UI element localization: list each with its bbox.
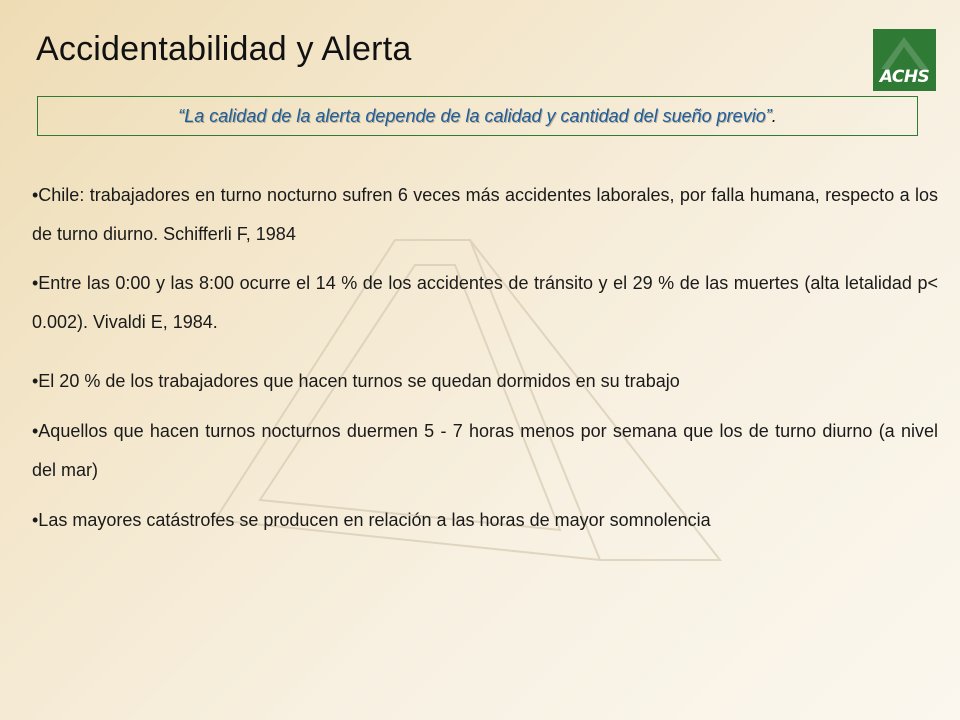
bullet-item: •Chile: trabajadores en turno nocturno sufren 6 veces más accidentes laborales, por falla humana, respecto a los de turno diurno. Schifferli F, 1984	[32, 185, 938, 244]
achs-logo	[873, 29, 936, 91]
bullet-item: •Entre las 0:00 y las 8:00 ocurre el 14 % de los accidentes de tránsito y el 29 % de las muertes (alta letalidad p< 0.002). Vivaldi E, 1984.	[32, 273, 938, 332]
quote-box	[37, 96, 918, 136]
slide-title: Accidentabilidad y Alerta	[36, 30, 412, 68]
bullet-item: •Aquellos que hacen turnos nocturnos duermen 5 - 7 horas menos por semana que los de turno diurno (a nivel del mar)	[32, 421, 938, 480]
bullet-list	[32, 176, 938, 540]
quote-period: .	[771, 105, 777, 126]
logo-text: ACHS	[879, 67, 930, 87]
bullet-item: •El 20 % de los trabajadores que hacen turnos se quedan dormidos en su trabajo	[32, 371, 680, 391]
quote-text: “La calidad de la alerta depende de la calidad y cantidad del sueño previo”	[178, 105, 772, 126]
bullet-item: •Las mayores catástrofes se producen en relación a las horas de mayor somnolencia	[32, 510, 711, 530]
